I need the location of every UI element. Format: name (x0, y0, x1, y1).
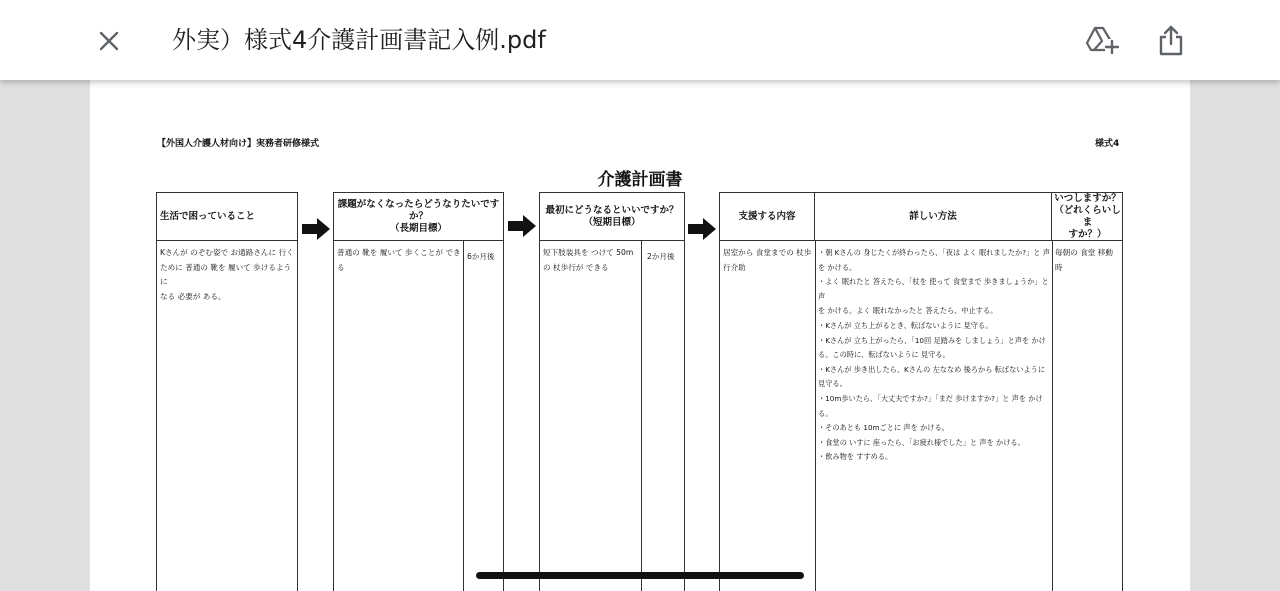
problem-content: Kさんが のぞむ姿で お通路さんに 行く ために 普通の 靴を 履いて 歩けるように なる 必要が ある。 (160, 248, 294, 301)
when-header: いつしますか？ （どれくらいしま すか？） (1052, 193, 1123, 241)
long-term-goal-period: 6か月後 (467, 252, 495, 261)
short-term-goal-column (539, 192, 685, 591)
arrow-icon (302, 218, 330, 240)
app-toolbar (0, 0, 1280, 80)
share-button[interactable] (1151, 20, 1191, 60)
add-to-drive-icon (1085, 25, 1119, 55)
home-indicator[interactable] (476, 572, 804, 579)
pdf-page[interactable] (90, 80, 1190, 591)
support-table (719, 192, 1123, 591)
document-header-right: 様式4 (1095, 139, 1120, 149)
arrow-icon (508, 215, 536, 237)
share-icon (1158, 24, 1184, 56)
support-header: 支援する内容 (720, 193, 815, 241)
method-header: 詳しい方法 (815, 193, 1052, 241)
close-icon (97, 29, 121, 53)
arrow-icon (688, 218, 716, 240)
care-plan-title: 介護計画書 (597, 170, 683, 190)
method-content: ・朝 Kさんの 身じたくが終わったら、「夜は よく 眠れましたか?」と 声 を かける。 ・よく 眠れたと 答えたら、「杖を 使って 食堂まで 歩きましょうか」と声 を かける。よく 眠れなかったと 答えたら、中止する。 ・Kさんが 立ち上がるとき、転ばないように 見守る。 ・Kさんが 立ち上がったら、「10回 足踏みを しましょう」と声を かけ る。この時に、転ばないように 見守る。 ・Kさんが 歩き出したら、Kさんの 左ななめ 後ろから 転ばないように 見守る。 ・10m歩いたら、「大丈夫ですか?」「まだ 歩けますか?」と 声を かけ る。 ・そのあとも 10mごとに 声を かける。 ・食堂の いすに 座ったら、「お疲れ様でした」と 声を かける。 ・飲み物を すすめる。 (818, 248, 1050, 462)
short-term-goal-header: 最初にどうなるといいですか？ （短期目標） (540, 193, 684, 241)
period-divider (641, 241, 642, 591)
short-term-goal-period: 2か月後 (647, 252, 675, 261)
column-divider (1052, 241, 1053, 591)
short-term-goal-content: 短下肢装具を つけて 50m の 杖歩行が できる (543, 248, 634, 272)
document-title: 外実）様式4介護計画書記入例.pdf (172, 26, 546, 54)
column-divider (815, 241, 816, 591)
when-content: 毎朝の 食堂 移動 時 (1055, 248, 1113, 272)
long-term-goal-column (333, 192, 504, 591)
long-term-goal-content: 普通の 靴を 履いて 歩くことが でき る (337, 248, 461, 272)
close-button[interactable] (89, 21, 129, 61)
period-divider (463, 241, 464, 591)
support-content: 居室から 食堂までの 杖歩 行介助 (723, 248, 812, 272)
problem-header: 生活で困っていること (157, 193, 297, 241)
add-to-drive-button[interactable] (1082, 20, 1122, 60)
problem-column (156, 192, 298, 591)
document-header-left: 【外国人介護人材向け】実務者研修様式 (157, 139, 320, 149)
long-term-goal-header: 課題がなくなったらどうなりたいですか？ （長期目標） (334, 193, 503, 241)
